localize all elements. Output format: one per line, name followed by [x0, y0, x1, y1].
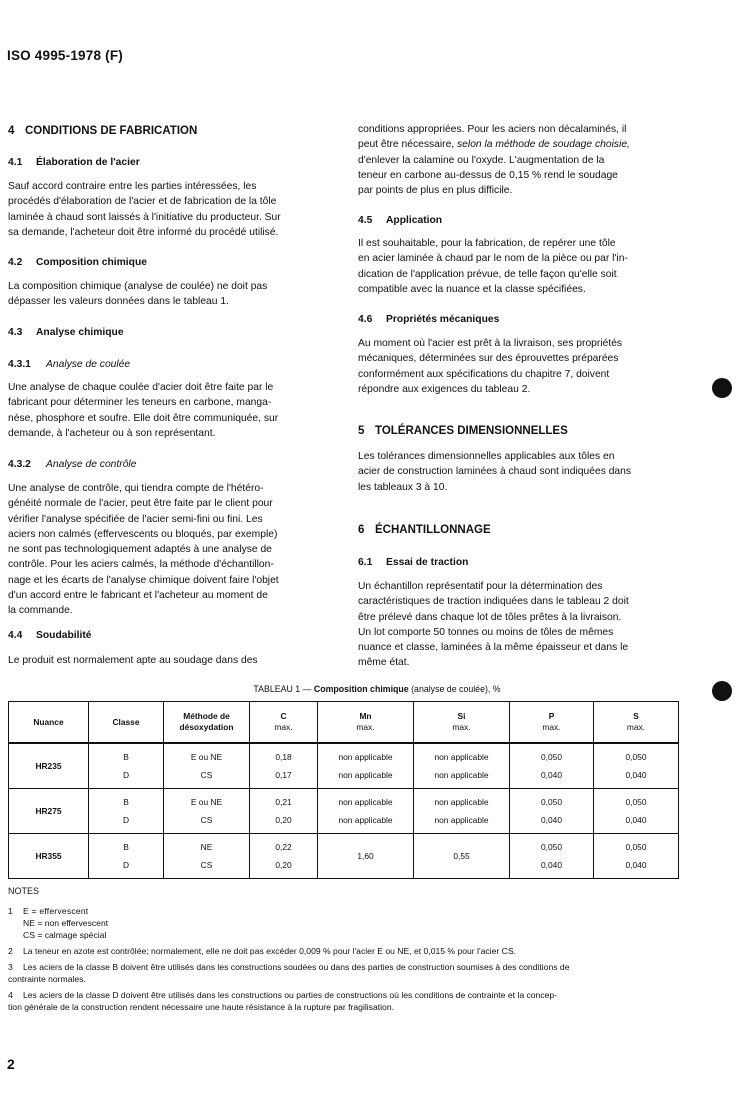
cell-p: 0,050 0,040 — [510, 743, 594, 789]
note-4: 4 Les aciers de la classe D doivent être utilisés dans les constructions ou parties de constructions où les conditions de contrainte et la concep- tion générale de la construction rendent nécessaire une haute résistance à la rupture par fragilisation. — [8, 990, 558, 1012]
cell-methode: E ou NE CS — [164, 789, 250, 834]
col-header-mn: Mn max. — [318, 702, 414, 744]
table-row — [9, 789, 679, 834]
cell-nuance: HR355 — [9, 834, 89, 879]
cell-c: 0,18 0,17 — [250, 743, 318, 789]
section-5-paragraph: Les tolérances dimensionnelles applicables aux tôles en acier de construction laminées à chaud sont indiquées dans les tableaux 3 à 10. — [358, 451, 632, 493]
table-notes — [8, 886, 678, 1017]
cell-s: 0,050 0,040 — [594, 743, 679, 789]
section-4-3-2-heading: 4.3.2 Analyse de contrôle — [8, 459, 137, 470]
cell-si: 0,55 — [414, 834, 510, 879]
col-header-si: Si max. — [414, 702, 510, 744]
table-row — [9, 834, 679, 879]
cell-methode: NE CS — [164, 834, 250, 879]
section-4-1-paragraph: Sauf accord contraire entre les parties intéressées, les procédés d'élaboration de l'acier et de fabrication de la tôle laminée à chaud sont laissés à l'initiative du producteur. Sur sa demande, l'acheteur doit être informé du procédé utilisé. — [8, 181, 281, 238]
cell-mn: non applicable non applicable — [318, 789, 414, 834]
section-4-6-heading: 4.6 Propriétés mécaniques — [358, 314, 500, 325]
section-4-heading: 4 CONDITIONS DE FABRICATION — [8, 125, 198, 137]
document-id-header: ISO 4995-1978 (F) — [7, 48, 123, 63]
section-5-heading: 5 TOLÉRANCES DIMENSIONNELLES — [358, 425, 568, 437]
section-4-2-paragraph: La composition chimique (analyse de coulée) ne doit pas dépasser les valeurs données dans le tableau 1. — [8, 281, 268, 308]
cell-si: non applicable non applicable — [414, 743, 510, 789]
section-4-4-heading: 4.4 Soudabilité — [8, 630, 92, 641]
col-header-methode: Méthode de désoxydation — [164, 702, 250, 744]
cell-classe: B D — [89, 743, 164, 789]
col-header-classe: Classe — [89, 702, 164, 744]
cell-si: non applicable non applicable — [414, 789, 510, 834]
section-4-5-heading: 4.5 Application — [358, 215, 443, 226]
section-4-5-paragraph: Il est souhaitable, pour la fabrication, de repérer une tôle en acier laminée à chaud par le nom de la pièce ou par l'in- dication de l'application prévue, de telle façon qu'elle soit compatible avec la nuance et la classe spécifiées. — [358, 238, 628, 295]
col-header-c: C max. — [250, 702, 318, 744]
table-1-caption: TABLEAU 1 — Composition chimique (analyse de coulée), % — [253, 684, 501, 694]
cell-mn: non applicable non applicable — [318, 743, 414, 789]
cell-p: 0,050 0,040 — [510, 789, 594, 834]
note-1: 1 E = effervescent NE = non effervescent CS = calmage spécial — [8, 906, 109, 940]
table-1-chemical-composition — [8, 701, 679, 879]
section-4-3-2-paragraph: Une analyse de contrôle, qui tiendra compte de l'hétéro- généité normale de l'acier, peut être faite par le client pour vérifier l'analyse spécifiée de l'acier semi-fini ou fini. Les aciers non calmés (effervescents ou bloqués, par exemple) ne sont pas technologiquement adaptés à une analyse de contrôle. Pour les aciers calmés, la méthode d'échantillon- nage et les écarts de l'analyse chimique doivent faire l'objet d'un accord entre le fabricant et l'acheteur au moment de la commande. — [8, 483, 279, 617]
section-4-3-1-heading: 4.3.1 Analyse de coulée — [8, 359, 131, 370]
section-6-heading: 6 ÉCHANTILLONNAGE — [358, 524, 491, 536]
cell-mn: 1,60 — [318, 834, 414, 879]
table-header-row — [9, 702, 679, 744]
table-row — [9, 743, 679, 789]
note-3: 3 Les aciers de la classe B doivent être utilisés dans les constructions soudées ou dans des parties de construction soumises à des conditions de contrainte normales. — [8, 962, 570, 984]
cell-s: 0,050 0,040 — [594, 789, 679, 834]
col-header-s: S max. — [594, 702, 679, 744]
cell-classe: B D — [89, 834, 164, 879]
section-4-3-heading: 4.3 Analyse chimique — [8, 327, 124, 338]
section-4-1-heading: 4.1 Élaboration de l'acier — [8, 157, 140, 168]
col-header-p: P max. — [510, 702, 594, 744]
cell-c: 0,21 0,20 — [250, 789, 318, 834]
section-6-1-heading: 6.1 Essai de traction — [358, 557, 469, 568]
section-4-6-paragraph: Au moment où l'acier est prêt à la livraison, ses propriétés mécaniques, déterminées sur des éprouvettes préparées conformément aux spécifications du chapitre 7, doivent répondre aux exigences du tableau 2. — [358, 338, 623, 395]
cell-methode: E ou NE CS — [164, 743, 250, 789]
section-6-1-paragraph: Un échantillon représentatif pour la détermination des caractéristiques de traction indiquées dans le tableau 2 doit être prélevé dans chaque lot de tôles prêtes à la livraison. Un lot comporte 50 tonnes ou moins de tôles de mêmes nuance et classe, laminées à la même épaisseur et dans le même état. — [358, 581, 629, 669]
cell-nuance: HR235 — [9, 743, 89, 789]
binding-hole-mark — [712, 378, 732, 398]
section-4-4-paragraph: Le produit est normalement apte au soudage dans des — [8, 655, 258, 666]
page-number: 2 — [7, 1056, 15, 1072]
section-4-4-continuation: conditions appropriées. Pour les aciers non décalaminés, il peut être nécessaire, selon la méthode de soudage choisie, d'enlever la calamine ou l'oxyde. L'augmentation de la teneur en carbone au-dessus de 0,15 % rend le soudage par points de plus en plus difficile. — [358, 124, 630, 197]
cell-classe: B D — [89, 789, 164, 834]
col-header-nuance: Nuance — [9, 702, 89, 744]
cell-nuance: HR275 — [9, 789, 89, 834]
cell-s: 0,050 0,040 — [594, 834, 679, 879]
note-2: 2 La teneur en azote est contrôlée; normalement, elle ne doit pas excéder 0,009 % pour l'acier E ou NE, et 0,015 % pour l'acier CS. — [8, 946, 516, 956]
cell-c: 0,22 0,20 — [250, 834, 318, 879]
notes-heading: NOTES — [8, 886, 40, 896]
cell-p: 0,050 0,040 — [510, 834, 594, 879]
section-4-3-1-paragraph: Une analyse de chaque coulée d'acier doit être faite par le fabricant pour déterminer les teneurs en carbone, manga- nèse, phosphore et soufre. Elle doit être communiquée, sur demande, à l'acheteur ou à son représentant. — [8, 382, 279, 439]
section-4-2-heading: 4.2 Composition chimique — [8, 257, 147, 268]
